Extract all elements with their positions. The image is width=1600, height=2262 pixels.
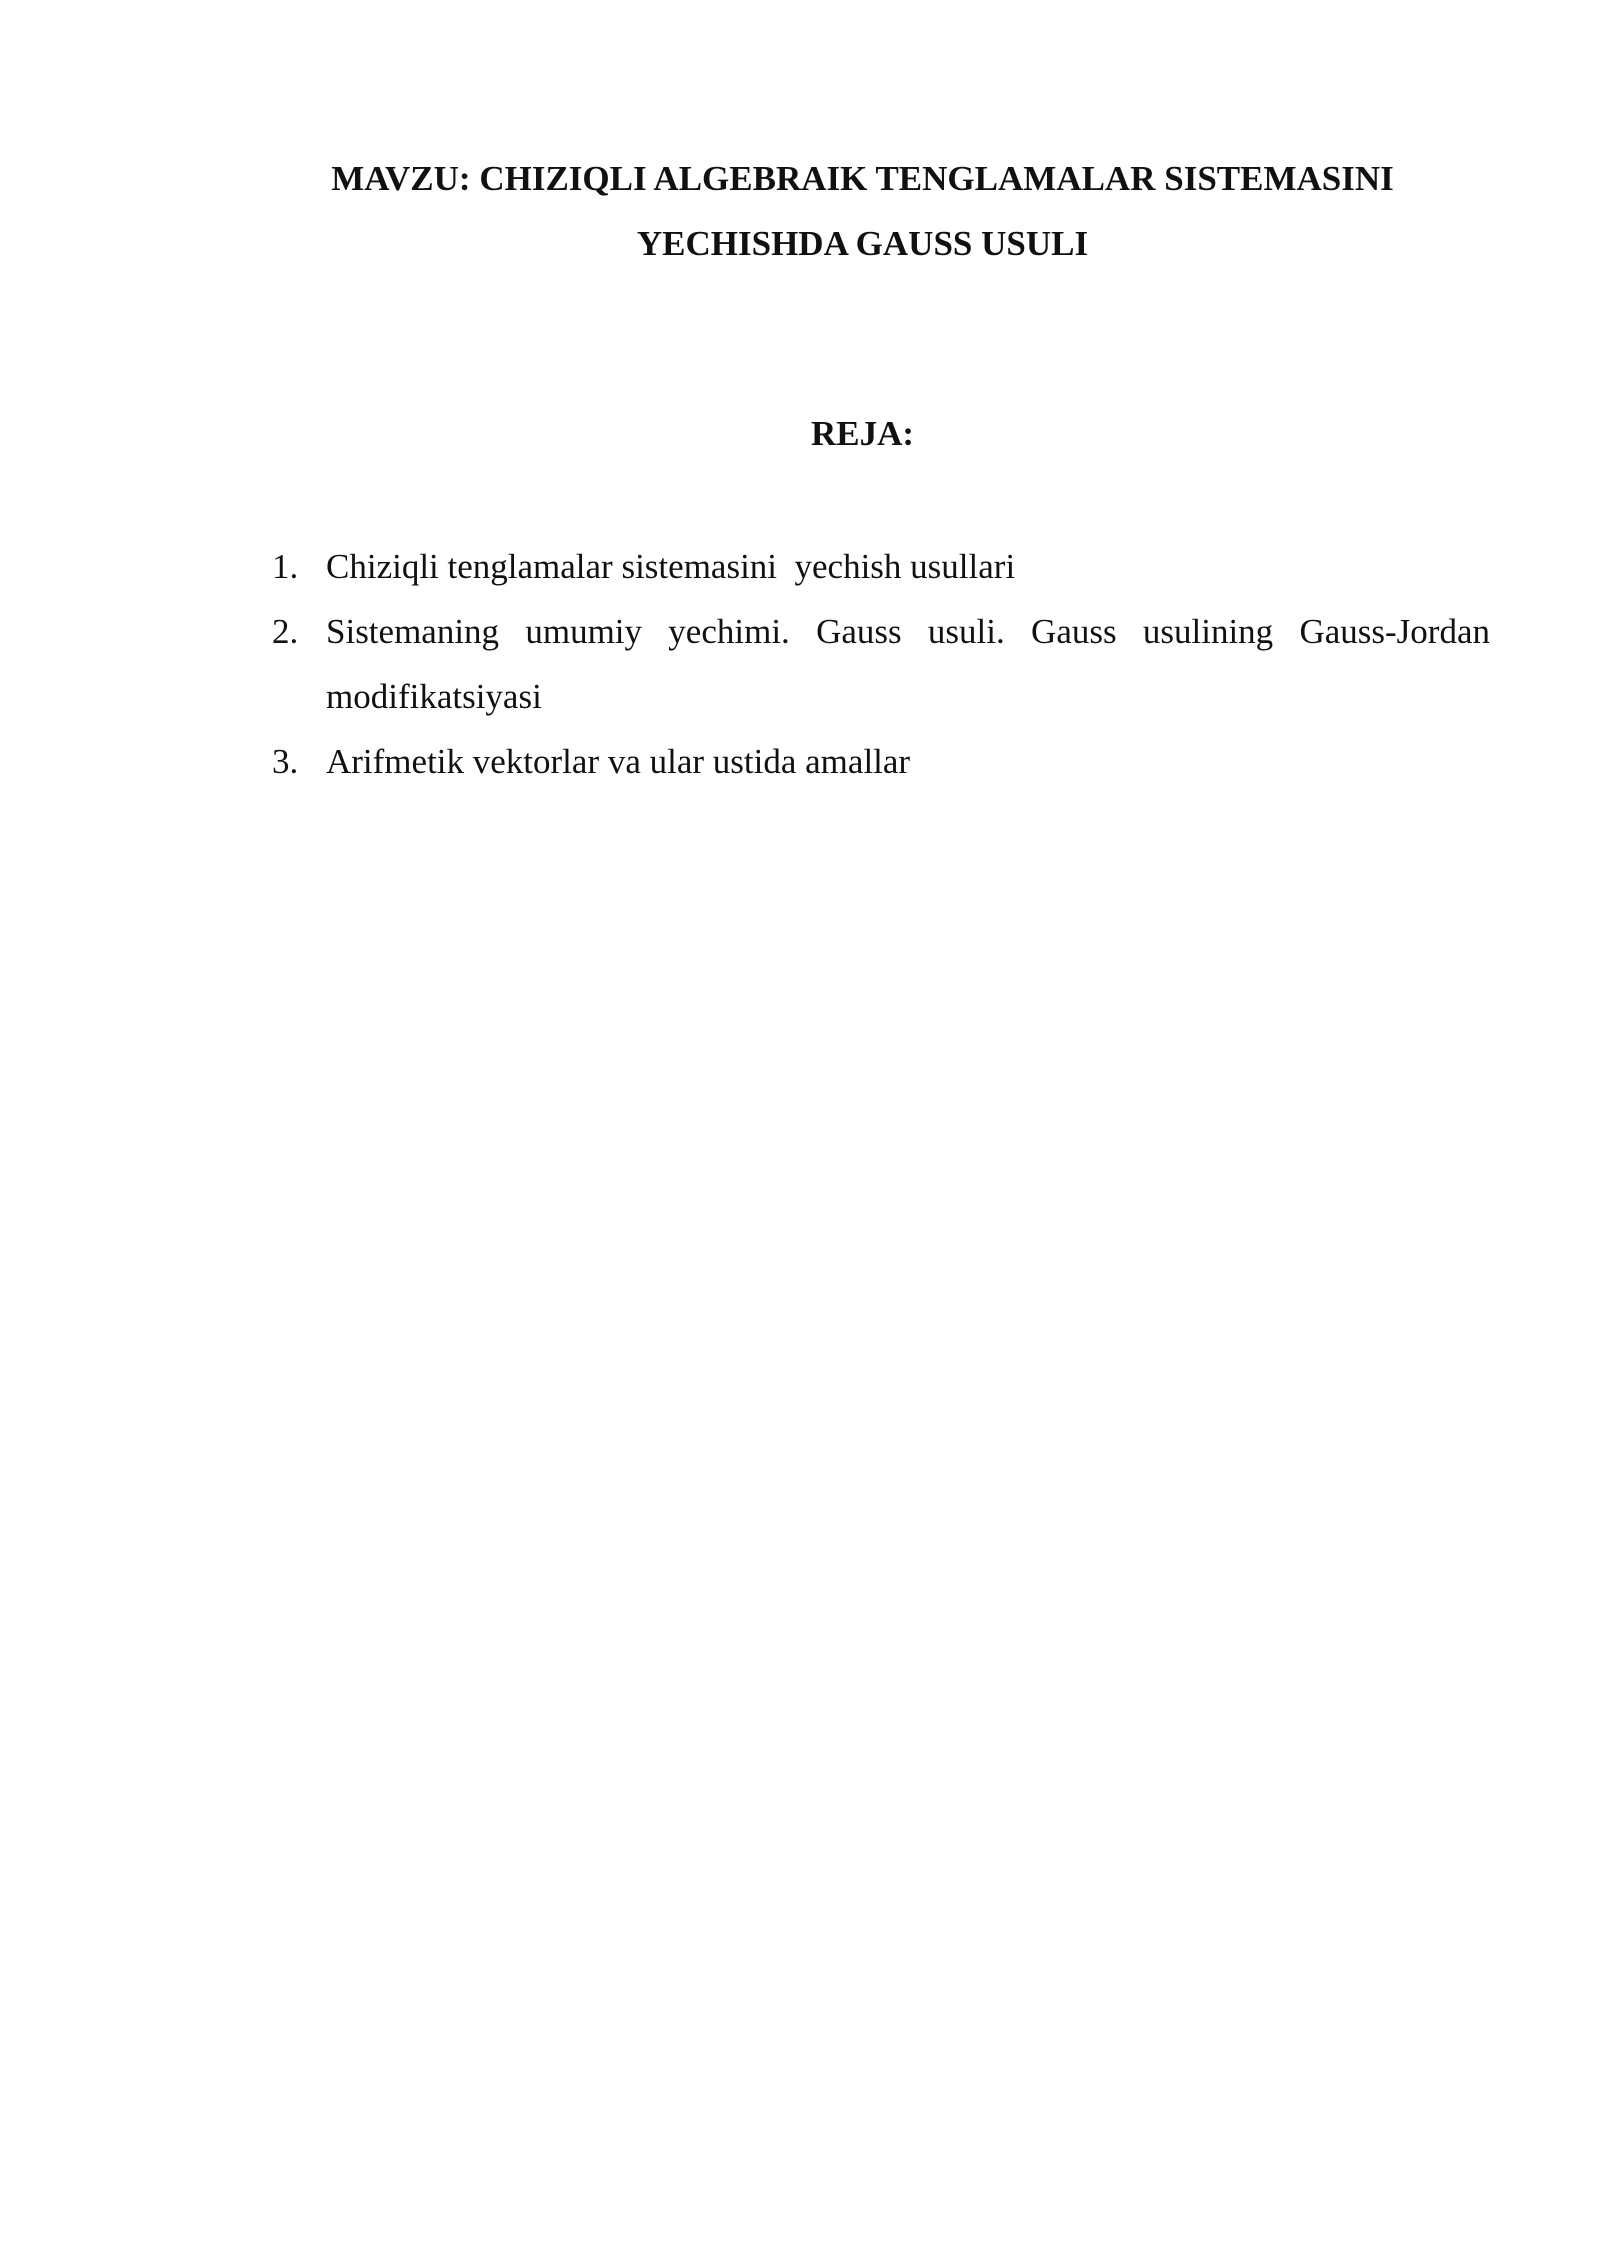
- plan-item-2: [272, 599, 1490, 729]
- plan-item-number: 3.: [272, 742, 299, 781]
- plan-item-number: 1.: [272, 547, 299, 586]
- plan-heading: REJA:: [810, 414, 915, 453]
- plan-item-text: Chiziqli tenglamalar sistemasini yechish usullari: [326, 547, 1016, 586]
- plan-list: [272, 534, 1490, 794]
- document-title: [200, 146, 1525, 276]
- plan-item-text: Sistemaning umumiy yechimi. Gauss usuli. Gauss usulining Gauss-Jordan modifikatsiyasi: [326, 612, 1490, 716]
- plan-item-1: [272, 534, 1490, 599]
- plan-item-text: Arifmetik vektorlar va ular ustida amallar: [326, 742, 911, 781]
- title-line-2: YECHISHDA GAUSS USULI: [636, 224, 1089, 263]
- plan-item-number: 2.: [272, 612, 299, 651]
- plan-item-3: [272, 729, 1490, 794]
- title-line-1: MAVZU: CHIZIQLI ALGEBRAIK TENGLAMALAR SISTEMASINI: [331, 159, 1394, 198]
